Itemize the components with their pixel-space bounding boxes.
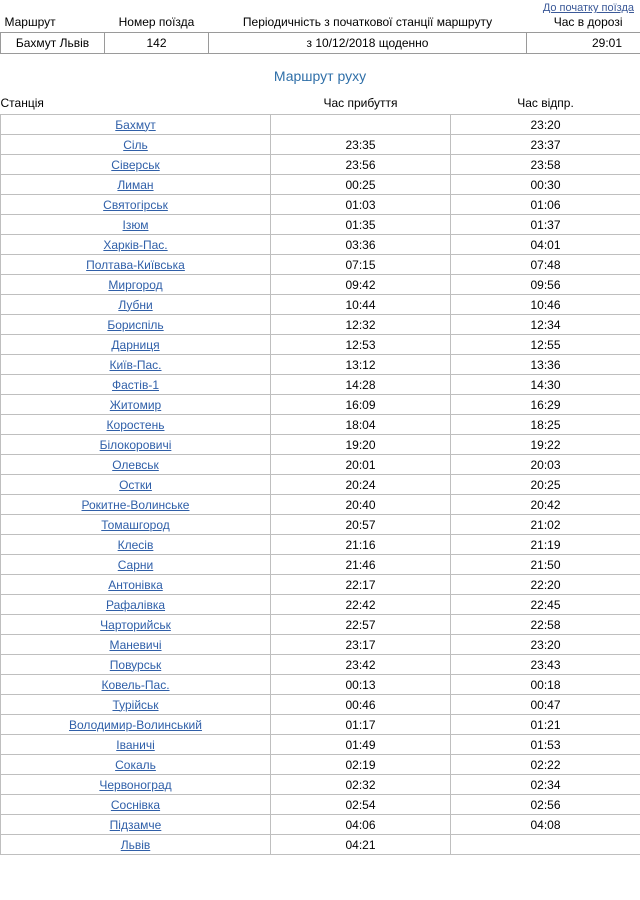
station-link[interactable]: Бахмут bbox=[115, 117, 156, 132]
station-link[interactable]: Львів bbox=[120, 837, 151, 852]
route-arrival-cell: 04:21 bbox=[271, 835, 451, 855]
train-summary-table bbox=[0, 13, 640, 54]
route-arrival-cell bbox=[271, 115, 451, 135]
route-arrival-cell: 04:06 bbox=[271, 815, 451, 835]
station-link[interactable]: Київ-Пас. bbox=[109, 357, 162, 372]
route-arrival-cell: 01:49 bbox=[271, 735, 451, 755]
route-arrival-cell: 23:56 bbox=[271, 155, 451, 175]
route-arrival-cell: 22:17 bbox=[271, 575, 451, 595]
route-station-cell bbox=[1, 535, 271, 555]
table-row bbox=[1, 155, 640, 175]
route-departure-cell: 21:19 bbox=[451, 535, 640, 555]
station-link[interactable]: Полтава-Київська bbox=[86, 257, 185, 272]
route-header-row bbox=[1, 96, 640, 115]
route-arrival-cell: 20:40 bbox=[271, 495, 451, 515]
route-header-arrival: Час прибуття bbox=[323, 96, 398, 110]
route-station-cell bbox=[1, 635, 271, 655]
table-row bbox=[1, 475, 640, 495]
route-arrival-cell: 13:12 bbox=[271, 355, 451, 375]
table-row bbox=[1, 395, 640, 415]
route-station-cell bbox=[1, 755, 271, 775]
route-arrival-cell: 18:04 bbox=[271, 415, 451, 435]
route-departure-cell: 00:30 bbox=[451, 175, 640, 195]
table-row bbox=[1, 135, 640, 155]
station-link[interactable]: Сіль bbox=[123, 137, 148, 152]
route-station-cell bbox=[1, 155, 271, 175]
route-arrival-cell: 21:46 bbox=[271, 555, 451, 575]
table-row bbox=[1, 315, 640, 335]
route-departure-cell: 23:43 bbox=[451, 655, 640, 675]
table-row bbox=[1, 435, 640, 455]
route-departure-cell: 18:25 bbox=[451, 415, 640, 435]
station-link[interactable]: Клесів bbox=[117, 537, 154, 552]
back-to-train-start-link[interactable]: До початку поїзда bbox=[542, 2, 634, 13]
table-row bbox=[1, 415, 640, 435]
table-row bbox=[1, 595, 640, 615]
route-arrival-cell: 01:03 bbox=[271, 195, 451, 215]
station-link[interactable]: Чарторийськ bbox=[100, 617, 171, 632]
route-arrival-cell: 09:42 bbox=[271, 275, 451, 295]
route-station-cell bbox=[1, 375, 271, 395]
station-link[interactable]: Ковель-Пас. bbox=[101, 677, 170, 692]
route-arrival-cell: 20:24 bbox=[271, 475, 451, 495]
route-departure-cell: 23:20 bbox=[451, 635, 640, 655]
route-departure-cell: 00:47 bbox=[451, 695, 640, 715]
table-row bbox=[1, 795, 640, 815]
table-row bbox=[1, 175, 640, 195]
route-departure-cell: 22:20 bbox=[451, 575, 640, 595]
route-station-cell bbox=[1, 735, 271, 755]
station-link[interactable]: Іваничі bbox=[116, 737, 155, 752]
route-arrival-cell: 02:19 bbox=[271, 755, 451, 775]
summary-header-train-number: Номер поїзда bbox=[118, 15, 195, 29]
route-departure-cell: 01:21 bbox=[451, 715, 640, 735]
route-arrival-cell: 20:57 bbox=[271, 515, 451, 535]
route-table bbox=[0, 96, 640, 855]
route-arrival-cell: 23:35 bbox=[271, 135, 451, 155]
station-link[interactable]: Рокитне-Волинське bbox=[81, 497, 190, 512]
route-station-cell bbox=[1, 455, 271, 475]
route-departure-cell: 14:30 bbox=[451, 375, 640, 395]
page-title: Маршрут руху bbox=[273, 68, 367, 84]
station-link[interactable]: Антонівка bbox=[108, 577, 163, 592]
route-arrival-cell: 07:15 bbox=[271, 255, 451, 275]
route-station-cell bbox=[1, 255, 271, 275]
station-link[interactable]: Володимир-Волинський bbox=[69, 717, 202, 732]
summary-periodicity-value: з 10/12/2018 щоденно bbox=[209, 33, 527, 54]
route-departure-cell: 12:34 bbox=[451, 315, 640, 335]
route-departure-cell: 22:45 bbox=[451, 595, 640, 615]
route-station-cell bbox=[1, 355, 271, 375]
route-arrival-cell: 16:09 bbox=[271, 395, 451, 415]
route-arrival-cell: 00:25 bbox=[271, 175, 451, 195]
route-arrival-cell: 01:35 bbox=[271, 215, 451, 235]
route-station-cell bbox=[1, 715, 271, 735]
route-departure-cell: 22:58 bbox=[451, 615, 640, 635]
route-station-cell bbox=[1, 115, 271, 135]
table-row bbox=[1, 455, 640, 475]
station-link[interactable]: Житомир bbox=[109, 397, 162, 412]
table-row bbox=[1, 375, 640, 395]
route-arrival-cell: 23:42 bbox=[271, 655, 451, 675]
route-departure-cell: 23:58 bbox=[451, 155, 640, 175]
route-station-cell bbox=[1, 295, 271, 315]
station-link[interactable]: Сокаль bbox=[115, 757, 156, 772]
route-station-cell bbox=[1, 775, 271, 795]
route-arrival-cell: 23:17 bbox=[271, 635, 451, 655]
station-link[interactable]: Маневичі bbox=[109, 637, 162, 652]
route-station-cell bbox=[1, 815, 271, 835]
route-arrival-cell: 10:44 bbox=[271, 295, 451, 315]
route-station-cell bbox=[1, 435, 271, 455]
route-departure-cell: 23:37 bbox=[451, 135, 640, 155]
route-departure-cell: 02:56 bbox=[451, 795, 640, 815]
route-station-cell bbox=[1, 235, 271, 255]
route-departure-cell: 04:01 bbox=[451, 235, 640, 255]
route-arrival-cell: 21:16 bbox=[271, 535, 451, 555]
route-departure-cell: 01:53 bbox=[451, 735, 640, 755]
table-row bbox=[1, 215, 640, 235]
summary-value-row bbox=[1, 33, 640, 54]
summary-header-route: Маршрут bbox=[4, 15, 56, 29]
station-link[interactable]: Сарни bbox=[117, 557, 154, 572]
route-station-cell bbox=[1, 415, 271, 435]
route-arrival-cell: 12:53 bbox=[271, 335, 451, 355]
station-link[interactable]: Повурськ bbox=[109, 657, 162, 672]
station-link[interactable]: Підзамче bbox=[109, 817, 162, 832]
station-link[interactable]: Остки bbox=[119, 477, 152, 492]
table-row bbox=[1, 775, 640, 795]
table-row bbox=[1, 555, 640, 575]
route-station-cell bbox=[1, 475, 271, 495]
table-row bbox=[1, 535, 640, 555]
station-link[interactable]: Томашгород bbox=[101, 517, 170, 532]
route-station-cell bbox=[1, 795, 271, 815]
route-arrival-cell: 02:54 bbox=[271, 795, 451, 815]
table-row bbox=[1, 195, 640, 215]
route-departure-cell: 02:22 bbox=[451, 755, 640, 775]
table-row bbox=[1, 275, 640, 295]
route-arrival-cell: 03:36 bbox=[271, 235, 451, 255]
table-row bbox=[1, 255, 640, 275]
station-link[interactable]: Соснівка bbox=[110, 797, 161, 812]
route-arrival-cell: 02:32 bbox=[271, 775, 451, 795]
top-link-row bbox=[0, 0, 640, 13]
route-departure-cell: 02:34 bbox=[451, 775, 640, 795]
table-row bbox=[1, 575, 640, 595]
route-station-cell bbox=[1, 495, 271, 515]
table-row bbox=[1, 655, 640, 675]
route-station-cell bbox=[1, 695, 271, 715]
route-departure-cell: 20:03 bbox=[451, 455, 640, 475]
table-row bbox=[1, 495, 640, 515]
summary-travel-time-value: 29:01 bbox=[527, 33, 640, 54]
route-station-cell bbox=[1, 575, 271, 595]
route-departure-cell: 16:29 bbox=[451, 395, 640, 415]
station-link[interactable]: Ізюм bbox=[122, 217, 149, 232]
station-link[interactable]: Бориспіль bbox=[107, 317, 164, 332]
station-link[interactable]: Лиман bbox=[117, 177, 154, 192]
route-arrival-cell: 01:17 bbox=[271, 715, 451, 735]
summary-header-travel-time: Час в дорозі bbox=[553, 15, 623, 29]
route-departure-cell: 00:18 bbox=[451, 675, 640, 695]
route-departure-cell: 09:56 bbox=[451, 275, 640, 295]
route-station-cell bbox=[1, 195, 271, 215]
table-row bbox=[1, 115, 640, 135]
table-row bbox=[1, 335, 640, 355]
table-row bbox=[1, 735, 640, 755]
route-table-body bbox=[1, 115, 640, 855]
route-departure-cell: 10:46 bbox=[451, 295, 640, 315]
route-arrival-cell: 00:13 bbox=[271, 675, 451, 695]
table-row bbox=[1, 355, 640, 375]
station-link[interactable]: Харків-Пас. bbox=[103, 237, 168, 252]
route-departure-cell: 20:25 bbox=[451, 475, 640, 495]
route-station-cell bbox=[1, 135, 271, 155]
route-arrival-cell: 19:20 bbox=[271, 435, 451, 455]
route-departure-cell bbox=[451, 835, 640, 855]
table-row bbox=[1, 515, 640, 535]
route-arrival-cell: 14:28 bbox=[271, 375, 451, 395]
table-row bbox=[1, 815, 640, 835]
route-station-cell bbox=[1, 335, 271, 355]
route-departure-cell: 13:36 bbox=[451, 355, 640, 375]
station-link[interactable]: Турійськ bbox=[112, 697, 159, 712]
table-row bbox=[1, 235, 640, 255]
route-station-cell bbox=[1, 615, 271, 635]
route-station-cell bbox=[1, 395, 271, 415]
route-station-cell bbox=[1, 655, 271, 675]
station-link[interactable]: Олевськ bbox=[112, 457, 159, 472]
route-station-cell bbox=[1, 555, 271, 575]
route-departure-cell: 01:37 bbox=[451, 215, 640, 235]
route-departure-cell: 20:42 bbox=[451, 495, 640, 515]
route-departure-cell: 01:06 bbox=[451, 195, 640, 215]
table-row bbox=[1, 635, 640, 655]
table-row bbox=[1, 715, 640, 735]
route-station-cell bbox=[1, 215, 271, 235]
route-departure-cell: 21:50 bbox=[451, 555, 640, 575]
summary-header-periodicity: Періодичність з початкової станції маршруту bbox=[242, 15, 493, 29]
table-row bbox=[1, 755, 640, 775]
table-row bbox=[1, 675, 640, 695]
summary-header-row bbox=[1, 13, 640, 33]
summary-route-value: Бахмут Львів bbox=[1, 33, 105, 54]
station-link[interactable]: Рафалівка bbox=[105, 597, 166, 612]
table-row bbox=[1, 615, 640, 635]
route-arrival-cell: 22:42 bbox=[271, 595, 451, 615]
route-departure-cell: 04:08 bbox=[451, 815, 640, 835]
station-link[interactable]: Сіверськ bbox=[111, 157, 160, 172]
route-station-cell bbox=[1, 595, 271, 615]
route-station-cell bbox=[1, 675, 271, 695]
route-arrival-cell: 22:57 bbox=[271, 615, 451, 635]
route-station-cell bbox=[1, 515, 271, 535]
route-departure-cell: 23:20 bbox=[451, 115, 640, 135]
route-arrival-cell: 20:01 bbox=[271, 455, 451, 475]
station-link[interactable]: Білокоровичі bbox=[99, 437, 172, 452]
route-station-cell bbox=[1, 315, 271, 335]
route-station-cell bbox=[1, 275, 271, 295]
route-arrival-cell: 00:46 bbox=[271, 695, 451, 715]
route-station-cell bbox=[1, 835, 271, 855]
station-link[interactable]: Лубни bbox=[118, 297, 153, 312]
route-departure-cell: 12:55 bbox=[451, 335, 640, 355]
station-link[interactable]: Червоноград bbox=[99, 777, 172, 792]
station-link[interactable]: Дарниця bbox=[111, 337, 160, 352]
summary-train-number-value: 142 bbox=[105, 33, 209, 54]
station-link[interactable]: Миргород bbox=[108, 277, 163, 292]
station-link[interactable]: Фастів-1 bbox=[111, 377, 159, 392]
route-arrival-cell: 12:32 bbox=[271, 315, 451, 335]
table-row bbox=[1, 295, 640, 315]
route-header-station: Станція bbox=[0, 96, 44, 110]
route-departure-cell: 21:02 bbox=[451, 515, 640, 535]
station-link[interactable]: Коростень bbox=[106, 417, 165, 432]
route-departure-cell: 07:48 bbox=[451, 255, 640, 275]
route-header-departure: Час відпр. bbox=[517, 96, 574, 110]
route-departure-cell: 19:22 bbox=[451, 435, 640, 455]
station-link[interactable]: Святогірськ bbox=[103, 197, 168, 212]
table-row bbox=[1, 835, 640, 855]
table-row bbox=[1, 695, 640, 715]
route-station-cell bbox=[1, 175, 271, 195]
